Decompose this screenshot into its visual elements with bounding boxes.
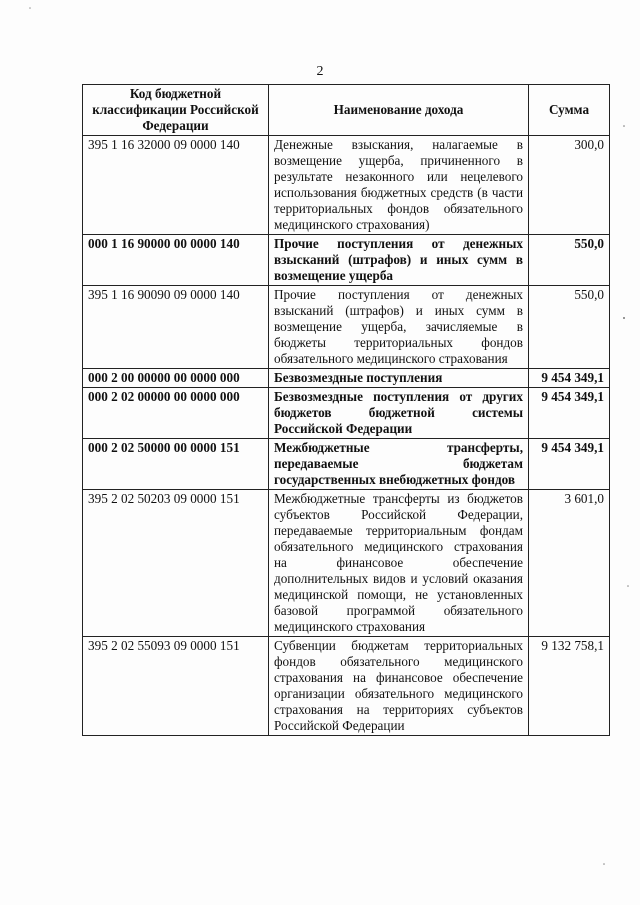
sum-cell: 550,0 — [529, 235, 610, 286]
name-cell: Прочие поступления от денежных взысканий (штрафов) и иных сумм в возмещение ущерба, зачисляемые в бюджеты территориальных фондов обязательного медицинского страхования — [269, 286, 529, 369]
code-cell: 000 1 16 90000 00 0000 140 — [83, 235, 269, 286]
code-cell: 000 2 02 50000 00 0000 151 — [83, 439, 269, 490]
sum-cell: 550,0 — [529, 286, 610, 369]
name-cell: Безвозмездные поступления — [269, 369, 529, 388]
code-cell: 395 2 02 50203 09 0000 151 — [83, 490, 269, 637]
code-cell: 000 2 00 00000 00 0000 000 — [83, 369, 269, 388]
header-name: Наименование дохода — [269, 85, 529, 136]
code-cell: 395 1 16 32000 09 0000 140 — [83, 136, 269, 235]
name-cell: Межбюджетные трансферты из бюджетов субъектов Российской Федерации, передаваемые территориальным фондам обязательного медицинского страхования на финансовое обеспечение дополнительных видов и условий оказания медицинской помощи, не установленных базовой программой обязательного медицинского страхования — [269, 490, 529, 637]
sum-cell: 9 454 349,1 — [529, 369, 610, 388]
header-code: Код бюджетной классификации Российской Федерации — [83, 85, 269, 136]
name-cell: Денежные взыскания, налагаемые в возмещение ущерба, причиненного в результате незаконного или нецелевого использования бюджетных средств (в части территориальных фондов обязательного медицинского страхования) — [269, 136, 529, 235]
sum-cell: 9 454 349,1 — [529, 439, 610, 490]
header-sum: Сумма — [529, 85, 610, 136]
code-cell: 000 2 02 00000 00 0000 000 — [83, 388, 269, 439]
name-cell: Прочие поступления от денежных взысканий (штрафов) и иных сумм в возмещение ущерба — [269, 235, 529, 286]
sum-cell: 3 601,0 — [529, 490, 610, 637]
sum-cell: 300,0 — [529, 136, 610, 235]
name-cell: Межбюджетные трансферты, передаваемые бюджетам государственных внебюджетных фондов — [269, 439, 529, 490]
page-number: 2 — [316, 64, 324, 79]
code-cell: 395 2 02 55093 09 0000 151 — [83, 637, 269, 736]
sum-cell: 9 454 349,1 — [529, 388, 610, 439]
name-cell: Субвенции бюджетам территориальных фондов обязательного медицинского страхования на финансовое обеспечение организации обязательного медицинского страхования на территориях субъектов Российской Федерации — [269, 637, 529, 736]
sum-cell: 9 132 758,1 — [529, 637, 610, 736]
name-cell: Безвозмездные поступления от других бюджетов бюджетной системы Российской Федерации — [269, 388, 529, 439]
code-cell: 395 1 16 90090 09 0000 140 — [83, 286, 269, 369]
